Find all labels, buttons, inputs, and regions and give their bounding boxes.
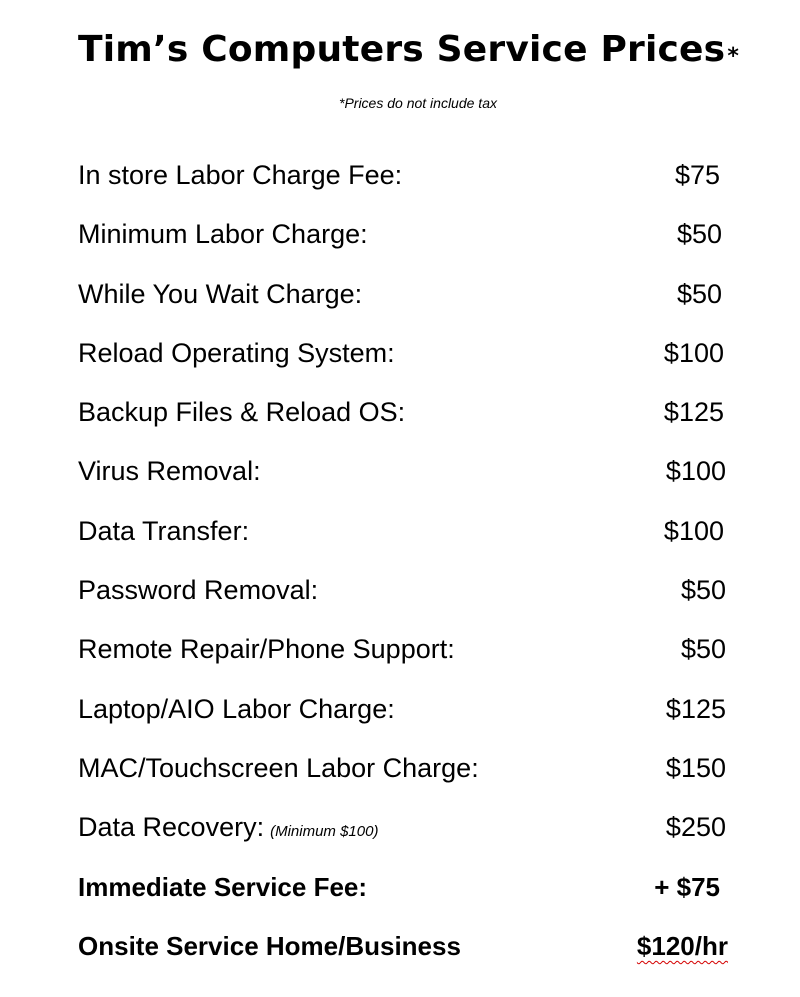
price-row-virus-removal — [78, 442, 728, 501]
service-label: Password Removal: — [78, 575, 319, 606]
price-list — [78, 146, 728, 976]
price-row-immediate-service — [78, 858, 728, 917]
service-price: $50 — [680, 575, 726, 606]
service-label: Remote Repair/Phone Support: — [78, 634, 455, 665]
service-price: $125 — [663, 397, 724, 428]
price-row-data-transfer — [78, 502, 728, 561]
service-label: In store Labor Charge Fee: — [78, 160, 403, 190]
service-price: $75 — [674, 160, 720, 190]
price-row-onsite-service — [78, 917, 728, 976]
service-price: $125 — [665, 693, 726, 724]
price-row-minimum-labor — [78, 205, 728, 264]
service-label-note: (Minimum $100) — [270, 823, 379, 841]
tax-note: *Prices do not include tax — [339, 95, 497, 111]
service-price: $150 — [665, 752, 726, 783]
page-title — [78, 28, 739, 79]
price-row-backup-reload — [78, 383, 728, 442]
price-row-reload-os — [78, 324, 728, 383]
service-label: MAC/Touchscreen Labor Charge: — [78, 752, 479, 783]
service-label — [78, 798, 378, 861]
service-label: Virus Removal: — [78, 456, 261, 487]
service-price: $50 — [676, 278, 722, 309]
service-label-text: Data Recovery: — [78, 812, 265, 843]
service-price: $100 — [665, 456, 726, 487]
title-asterisk: * — [727, 44, 740, 69]
service-price: $100 — [663, 515, 724, 546]
service-label: Immediate Service Fee: — [78, 871, 368, 902]
price-row-remote-repair — [78, 620, 728, 679]
service-label: Onsite Service Home/Business — [78, 930, 461, 961]
service-label: Data Transfer: — [78, 515, 250, 546]
service-label: Reload Operating System: — [78, 337, 395, 368]
service-price: $120/hr — [636, 930, 728, 961]
service-price: $100 — [663, 337, 724, 368]
service-price: $250 — [665, 812, 726, 843]
title-text: Tim’s Computers Service Prices — [78, 29, 726, 70]
service-label: Minimum Labor Charge: — [78, 219, 368, 250]
price-row-laptop-aio — [78, 680, 728, 739]
price-row-password-removal — [78, 561, 728, 620]
price-row-in-store-labor — [78, 146, 728, 205]
price-row-mac-touchscreen — [78, 739, 728, 798]
service-price: + $75 — [654, 871, 720, 902]
service-label: Laptop/AIO Labor Charge: — [78, 693, 395, 724]
service-price: $50 — [680, 634, 726, 665]
service-price: $50 — [676, 219, 722, 250]
price-row-while-you-wait — [78, 265, 728, 324]
price-row-data-recovery — [78, 798, 728, 857]
service-label: While You Wait Charge: — [78, 278, 363, 309]
service-label: Backup Files & Reload OS: — [78, 397, 406, 428]
